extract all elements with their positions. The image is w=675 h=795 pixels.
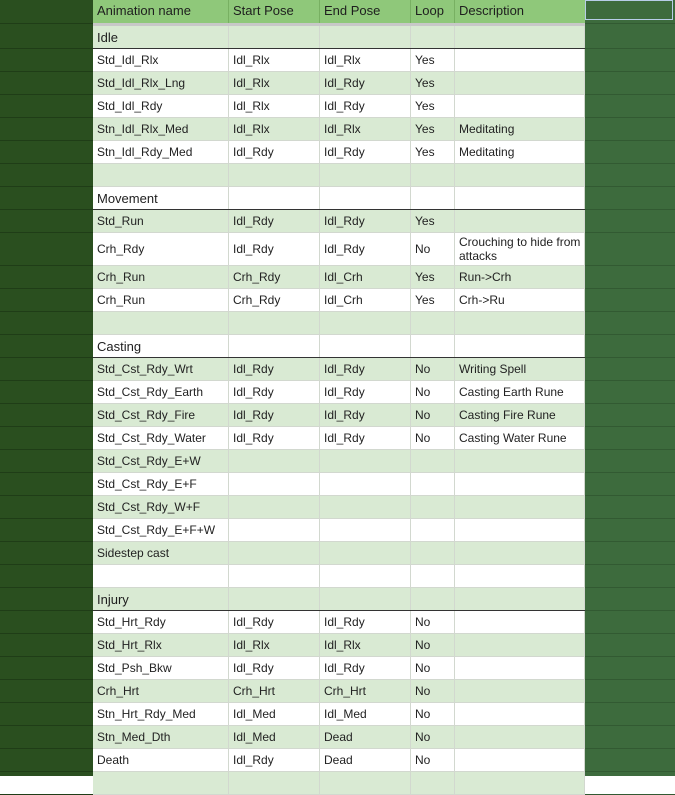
loop-cell[interactable]: Yes [411, 141, 455, 163]
animation-name-cell[interactable]: Stn_Med_Dth [93, 726, 229, 748]
animation-name-cell[interactable]: Crh_Run [93, 266, 229, 288]
gutter-gridline [585, 357, 675, 358]
loop-cell[interactable]: Yes [411, 72, 455, 94]
animation-name-cell[interactable] [93, 164, 229, 186]
gutter-gridline [585, 771, 675, 772]
start-pose-cell[interactable] [229, 565, 320, 587]
description-cell[interactable] [455, 749, 585, 771]
animation-name-cell[interactable]: Stn_Idl_Rdy_Med [93, 141, 229, 163]
loop-cell[interactable] [411, 565, 455, 587]
end-pose-cell[interactable] [320, 187, 411, 209]
end-pose-cell[interactable]: Dead [320, 726, 411, 748]
end-pose-cell[interactable]: Idl_Rdy [320, 427, 411, 449]
gutter-gridline [0, 725, 93, 726]
section-header-row [93, 26, 585, 49]
loop-cell[interactable] [411, 519, 455, 541]
animation-name-cell[interactable]: Crh_Run [93, 289, 229, 311]
gutter-gridline [585, 633, 675, 634]
table-row [93, 141, 585, 164]
gutter-gridline [0, 541, 93, 542]
gutter-gridline [585, 587, 675, 588]
gutter-gridline [585, 232, 675, 233]
end-pose-cell[interactable] [320, 335, 411, 357]
start-pose-cell[interactable] [229, 450, 320, 472]
description-cell[interactable]: Casting Fire Rune [455, 404, 585, 426]
end-pose-cell[interactable]: Idl_Crh [320, 266, 411, 288]
end-pose-cell[interactable] [320, 496, 411, 518]
gutter-gridline [0, 518, 93, 519]
loop-cell[interactable]: Yes [411, 118, 455, 140]
animation-name-cell[interactable] [93, 772, 229, 794]
description-cell[interactable]: Crh->Ru [455, 289, 585, 311]
gutter-gridline [585, 186, 675, 187]
gutter-gridline [585, 380, 675, 381]
description-cell[interactable] [455, 703, 585, 725]
description-cell[interactable]: Casting Earth Rune [455, 381, 585, 403]
gutter-gridline [0, 472, 93, 473]
loop-cell[interactable] [411, 542, 455, 564]
animation-name-cell[interactable]: Casting [93, 335, 229, 357]
start-pose-cell[interactable]: Idl_Rdy [229, 749, 320, 771]
gutter-gridline [585, 656, 675, 657]
description-cell[interactable] [455, 496, 585, 518]
loop-cell[interactable]: Yes [411, 210, 455, 232]
animation-name-cell[interactable]: Std_Idl_Rlx_Lng [93, 72, 229, 94]
table-row [93, 118, 585, 141]
animation-name-cell[interactable]: Std_Cst_Rdy_Water [93, 427, 229, 449]
animation-name-cell[interactable]: Std_Cst_Rdy_Fire [93, 404, 229, 426]
gutter-gridline [0, 117, 93, 118]
loop-cell[interactable]: Yes [411, 95, 455, 117]
gutter-gridline [585, 495, 675, 496]
table-row [93, 749, 585, 772]
loop-cell[interactable]: No [411, 358, 455, 380]
animation-name-cell[interactable]: Std_Idl_Rdy [93, 95, 229, 117]
header-start-pose[interactable]: Start Pose [229, 0, 320, 23]
header-loop[interactable]: Loop [411, 0, 455, 23]
gutter-gridline [585, 679, 675, 680]
start-pose-cell[interactable] [229, 26, 320, 48]
table-row [93, 72, 585, 95]
table-row [93, 289, 585, 312]
gutter-gridline [0, 656, 93, 657]
description-cell[interactable] [455, 210, 585, 232]
end-pose-cell[interactable] [320, 473, 411, 495]
end-pose-cell[interactable] [320, 565, 411, 587]
loop-cell[interactable]: Yes [411, 266, 455, 288]
animation-name-cell[interactable]: Std_Cst_Rdy_E+W [93, 450, 229, 472]
gutter-gridline [0, 771, 93, 772]
gutter-gridline [585, 209, 675, 210]
table-row [93, 519, 585, 542]
description-cell[interactable]: Run->Crh [455, 266, 585, 288]
gutter-gridline [585, 48, 675, 49]
animation-name-cell[interactable]: Std_Cst_Rdy_E+F+W [93, 519, 229, 541]
gutter-gridline [585, 311, 675, 312]
gutter-gridline [0, 702, 93, 703]
loop-cell[interactable]: No [411, 427, 455, 449]
description-cell[interactable] [455, 726, 585, 748]
description-cell[interactable] [455, 335, 585, 357]
start-pose-cell[interactable]: Idl_Rdy [229, 210, 320, 232]
description-cell[interactable] [455, 26, 585, 48]
end-pose-cell[interactable]: Crh_Hrt [320, 680, 411, 702]
animation-name-cell[interactable]: Stn_Idl_Rlx_Med [93, 118, 229, 140]
animation-name-cell[interactable]: Sidestep cast [93, 542, 229, 564]
gutter-gridline [0, 186, 93, 187]
start-pose-cell[interactable]: Idl_Rlx [229, 72, 320, 94]
gutter-gridline [585, 541, 675, 542]
gutter-gridline [0, 495, 93, 496]
gutter-gridline [0, 48, 93, 49]
description-cell[interactable] [455, 634, 585, 656]
table-row [93, 473, 585, 496]
animation-name-cell[interactable]: Std_Cst_Rdy_Wrt [93, 358, 229, 380]
gutter-gridline [0, 209, 93, 210]
description-cell[interactable]: Meditating [455, 118, 585, 140]
table-row [93, 95, 585, 118]
table-row [93, 634, 585, 657]
table-row [93, 233, 585, 266]
description-cell[interactable]: Writing Spell [455, 358, 585, 380]
start-pose-cell[interactable]: Idl_Rdy [229, 404, 320, 426]
table-row [93, 611, 585, 634]
end-pose-cell[interactable]: Idl_Rdy [320, 210, 411, 232]
gutter-gridline [585, 449, 675, 450]
start-pose-cell[interactable]: Idl_Rdy [229, 233, 320, 265]
gutter-gridline [585, 426, 675, 427]
animation-name-cell[interactable]: Std_Cst_Rdy_W+F [93, 496, 229, 518]
start-pose-cell[interactable] [229, 312, 320, 334]
start-pose-cell[interactable]: Idl_Rdy [229, 427, 320, 449]
gutter-gridline [585, 518, 675, 519]
description-cell[interactable] [455, 519, 585, 541]
selected-cell-outline[interactable] [585, 0, 673, 20]
gutter-gridline [585, 140, 675, 141]
table-row [93, 450, 585, 473]
loop-cell[interactable]: No [411, 611, 455, 633]
gutter-gridline [0, 140, 93, 141]
table-row [93, 210, 585, 233]
description-cell[interactable] [455, 611, 585, 633]
section-header-row [93, 187, 585, 210]
start-pose-cell[interactable] [229, 187, 320, 209]
end-pose-cell[interactable] [320, 164, 411, 186]
gutter-gridline [0, 679, 93, 680]
loop-cell[interactable] [411, 26, 455, 48]
loop-cell[interactable] [411, 496, 455, 518]
animation-name-cell[interactable]: Std_Cst_Rdy_E+F [93, 473, 229, 495]
gutter-gridline [585, 23, 675, 24]
animation-name-cell[interactable] [93, 312, 229, 334]
loop-cell[interactable]: No [411, 634, 455, 656]
header-description[interactable]: Description [459, 3, 525, 18]
end-pose-cell[interactable]: Idl_Rdy [320, 141, 411, 163]
start-pose-cell[interactable]: Crh_Hrt [229, 680, 320, 702]
start-pose-cell[interactable]: Crh_Rdy [229, 266, 320, 288]
end-pose-cell[interactable]: Idl_Rdy [320, 72, 411, 94]
loop-cell[interactable]: Yes [411, 49, 455, 71]
gutter-gridline [585, 472, 675, 473]
description-cell[interactable]: Casting Water Rune [455, 427, 585, 449]
start-pose-cell[interactable] [229, 772, 320, 794]
table-row [93, 772, 585, 795]
animation-name-cell[interactable]: Crh_Hrt [93, 680, 229, 702]
gutter-gridline [0, 564, 93, 565]
left-gutter-column [0, 0, 93, 776]
end-pose-cell[interactable]: Idl_Rlx [320, 49, 411, 71]
start-pose-cell[interactable] [229, 496, 320, 518]
section-header-row [93, 588, 585, 611]
gutter-gridline [0, 587, 93, 588]
end-pose-cell[interactable]: Idl_Rlx [320, 118, 411, 140]
gutter-gridline [0, 94, 93, 95]
start-pose-cell[interactable]: Idl_Rdy [229, 381, 320, 403]
description-cell[interactable] [455, 49, 585, 71]
animation-name-cell[interactable]: Movement [93, 187, 229, 209]
gutter-gridline [0, 380, 93, 381]
loop-cell[interactable] [411, 450, 455, 472]
gutter-gridline [0, 265, 93, 266]
gutter-gridline [585, 725, 675, 726]
end-pose-cell[interactable]: Idl_Rdy [320, 657, 411, 679]
end-pose-cell[interactable] [320, 312, 411, 334]
description-cell[interactable] [455, 450, 585, 472]
table-row [93, 164, 585, 187]
end-pose-cell[interactable]: Idl_Rdy [320, 358, 411, 380]
gutter-gridline [585, 564, 675, 565]
table-row [93, 358, 585, 381]
loop-cell[interactable]: No [411, 703, 455, 725]
start-pose-cell[interactable] [229, 335, 320, 357]
end-pose-cell[interactable]: Idl_Rdy [320, 95, 411, 117]
end-pose-cell[interactable] [320, 450, 411, 472]
animation-name-cell[interactable]: Idle [93, 26, 229, 48]
gutter-gridline [0, 610, 93, 611]
table-row [93, 266, 585, 289]
gutter-gridline [0, 449, 93, 450]
table-row [93, 726, 585, 749]
description-cell[interactable]: Crouching to hide from attacks [455, 233, 585, 265]
animation-name-cell[interactable]: Std_Run [93, 210, 229, 232]
table-row [93, 703, 585, 726]
loop-cell[interactable]: No [411, 404, 455, 426]
gutter-gridline [585, 117, 675, 118]
table-row [93, 404, 585, 427]
gutter-gridline [0, 633, 93, 634]
loop-cell[interactable]: No [411, 657, 455, 679]
table-row [93, 312, 585, 335]
end-pose-cell[interactable]: Idl_Rdy [320, 611, 411, 633]
animation-name-cell[interactable]: Std_Hrt_Rlx [93, 634, 229, 656]
table-row [93, 49, 585, 72]
header-end-pose[interactable]: End Pose [320, 0, 411, 23]
right-gutter-column [585, 0, 675, 776]
loop-cell[interactable]: No [411, 680, 455, 702]
start-pose-cell[interactable]: Idl_Rlx [229, 634, 320, 656]
gutter-gridline [585, 71, 675, 72]
gutter-gridline [585, 748, 675, 749]
loop-cell[interactable] [411, 164, 455, 186]
gutter-gridline [585, 403, 675, 404]
header-animation-name[interactable]: Animation name [93, 0, 229, 23]
animation-name-cell[interactable]: Std_Idl_Rlx [93, 49, 229, 71]
animation-name-cell[interactable]: Std_Psh_Bkw [93, 657, 229, 679]
end-pose-cell[interactable]: Idl_Med [320, 703, 411, 725]
end-pose-cell[interactable]: Idl_Crh [320, 289, 411, 311]
description-cell[interactable] [455, 473, 585, 495]
start-pose-cell[interactable]: Idl_Rlx [229, 49, 320, 71]
table-row [93, 381, 585, 404]
gutter-gridline [0, 357, 93, 358]
table-row [93, 657, 585, 680]
animation-name-cell[interactable] [93, 565, 229, 587]
description-cell[interactable] [455, 312, 585, 334]
end-pose-cell[interactable]: Idl_Rdy [320, 381, 411, 403]
animation-name-cell[interactable]: Injury [93, 588, 229, 610]
gutter-gridline [585, 610, 675, 611]
description-cell[interactable] [455, 588, 585, 610]
description-cell[interactable] [455, 542, 585, 564]
start-pose-cell[interactable]: Idl_Rdy [229, 611, 320, 633]
animation-name-cell[interactable]: Stn_Hrt_Rdy_Med [93, 703, 229, 725]
loop-cell[interactable]: No [411, 381, 455, 403]
loop-cell[interactable]: Yes [411, 289, 455, 311]
column-header-row [93, 0, 585, 26]
loop-cell[interactable]: No [411, 726, 455, 748]
gutter-gridline [0, 426, 93, 427]
gutter-gridline [585, 265, 675, 266]
loop-cell[interactable]: No [411, 233, 455, 265]
start-pose-cell[interactable]: Idl_Rdy [229, 657, 320, 679]
loop-cell[interactable] [411, 187, 455, 209]
description-cell[interactable] [455, 772, 585, 794]
loop-cell[interactable] [411, 312, 455, 334]
description-cell[interactable] [455, 95, 585, 117]
end-pose-cell[interactable] [320, 519, 411, 541]
loop-cell[interactable] [411, 588, 455, 610]
end-pose-cell[interactable]: Idl_Rdy [320, 404, 411, 426]
gutter-gridline [0, 163, 93, 164]
start-pose-cell[interactable]: Idl_Rlx [229, 118, 320, 140]
table-row [93, 427, 585, 450]
start-pose-cell[interactable]: Idl_Rdy [229, 141, 320, 163]
start-pose-cell[interactable]: Idl_Med [229, 703, 320, 725]
start-pose-cell[interactable]: Idl_Rlx [229, 95, 320, 117]
start-pose-cell[interactable]: Crh_Rdy [229, 289, 320, 311]
gutter-gridline [0, 403, 93, 404]
animation-name-cell[interactable]: Std_Hrt_Rdy [93, 611, 229, 633]
start-pose-cell[interactable] [229, 588, 320, 610]
gutter-gridline [585, 163, 675, 164]
table-row [93, 680, 585, 703]
description-cell[interactable] [455, 164, 585, 186]
gutter-gridline [0, 334, 93, 335]
table-row [93, 542, 585, 565]
animation-name-cell[interactable]: Death [93, 749, 229, 771]
animation-table [93, 26, 585, 795]
start-pose-cell[interactable]: Idl_Med [229, 726, 320, 748]
loop-cell[interactable]: No [411, 749, 455, 771]
end-pose-cell[interactable] [320, 26, 411, 48]
end-pose-cell[interactable]: Idl_Rlx [320, 634, 411, 656]
end-pose-cell[interactable]: Idl_Rdy [320, 233, 411, 265]
start-pose-cell[interactable] [229, 473, 320, 495]
start-pose-cell[interactable] [229, 164, 320, 186]
gutter-gridline [0, 748, 93, 749]
gutter-gridline [0, 71, 93, 72]
table-row [93, 496, 585, 519]
end-pose-cell[interactable] [320, 542, 411, 564]
gutter-gridline [585, 702, 675, 703]
start-pose-cell[interactable] [229, 519, 320, 541]
description-cell[interactable] [455, 657, 585, 679]
start-pose-cell[interactable] [229, 542, 320, 564]
loop-cell[interactable] [411, 335, 455, 357]
start-pose-cell[interactable]: Idl_Rdy [229, 358, 320, 380]
loop-cell[interactable] [411, 473, 455, 495]
description-cell[interactable] [455, 187, 585, 209]
gutter-gridline [585, 334, 675, 335]
end-pose-cell[interactable] [320, 772, 411, 794]
end-pose-cell[interactable]: Dead [320, 749, 411, 771]
gutter-gridline [585, 288, 675, 289]
gutter-gridline [585, 94, 675, 95]
description-cell[interactable] [455, 680, 585, 702]
gutter-gridline [0, 232, 93, 233]
animation-name-cell[interactable]: Crh_Rdy [93, 233, 229, 265]
description-cell[interactable]: Meditating [455, 141, 585, 163]
description-cell[interactable] [455, 72, 585, 94]
loop-cell[interactable] [411, 772, 455, 794]
section-header-row [93, 335, 585, 358]
animation-name-cell[interactable]: Std_Cst_Rdy_Earth [93, 381, 229, 403]
gutter-gridline [0, 23, 93, 24]
gutter-gridline [0, 288, 93, 289]
end-pose-cell[interactable] [320, 588, 411, 610]
table-row [93, 565, 585, 588]
gutter-gridline [0, 311, 93, 312]
description-cell[interactable] [455, 565, 585, 587]
